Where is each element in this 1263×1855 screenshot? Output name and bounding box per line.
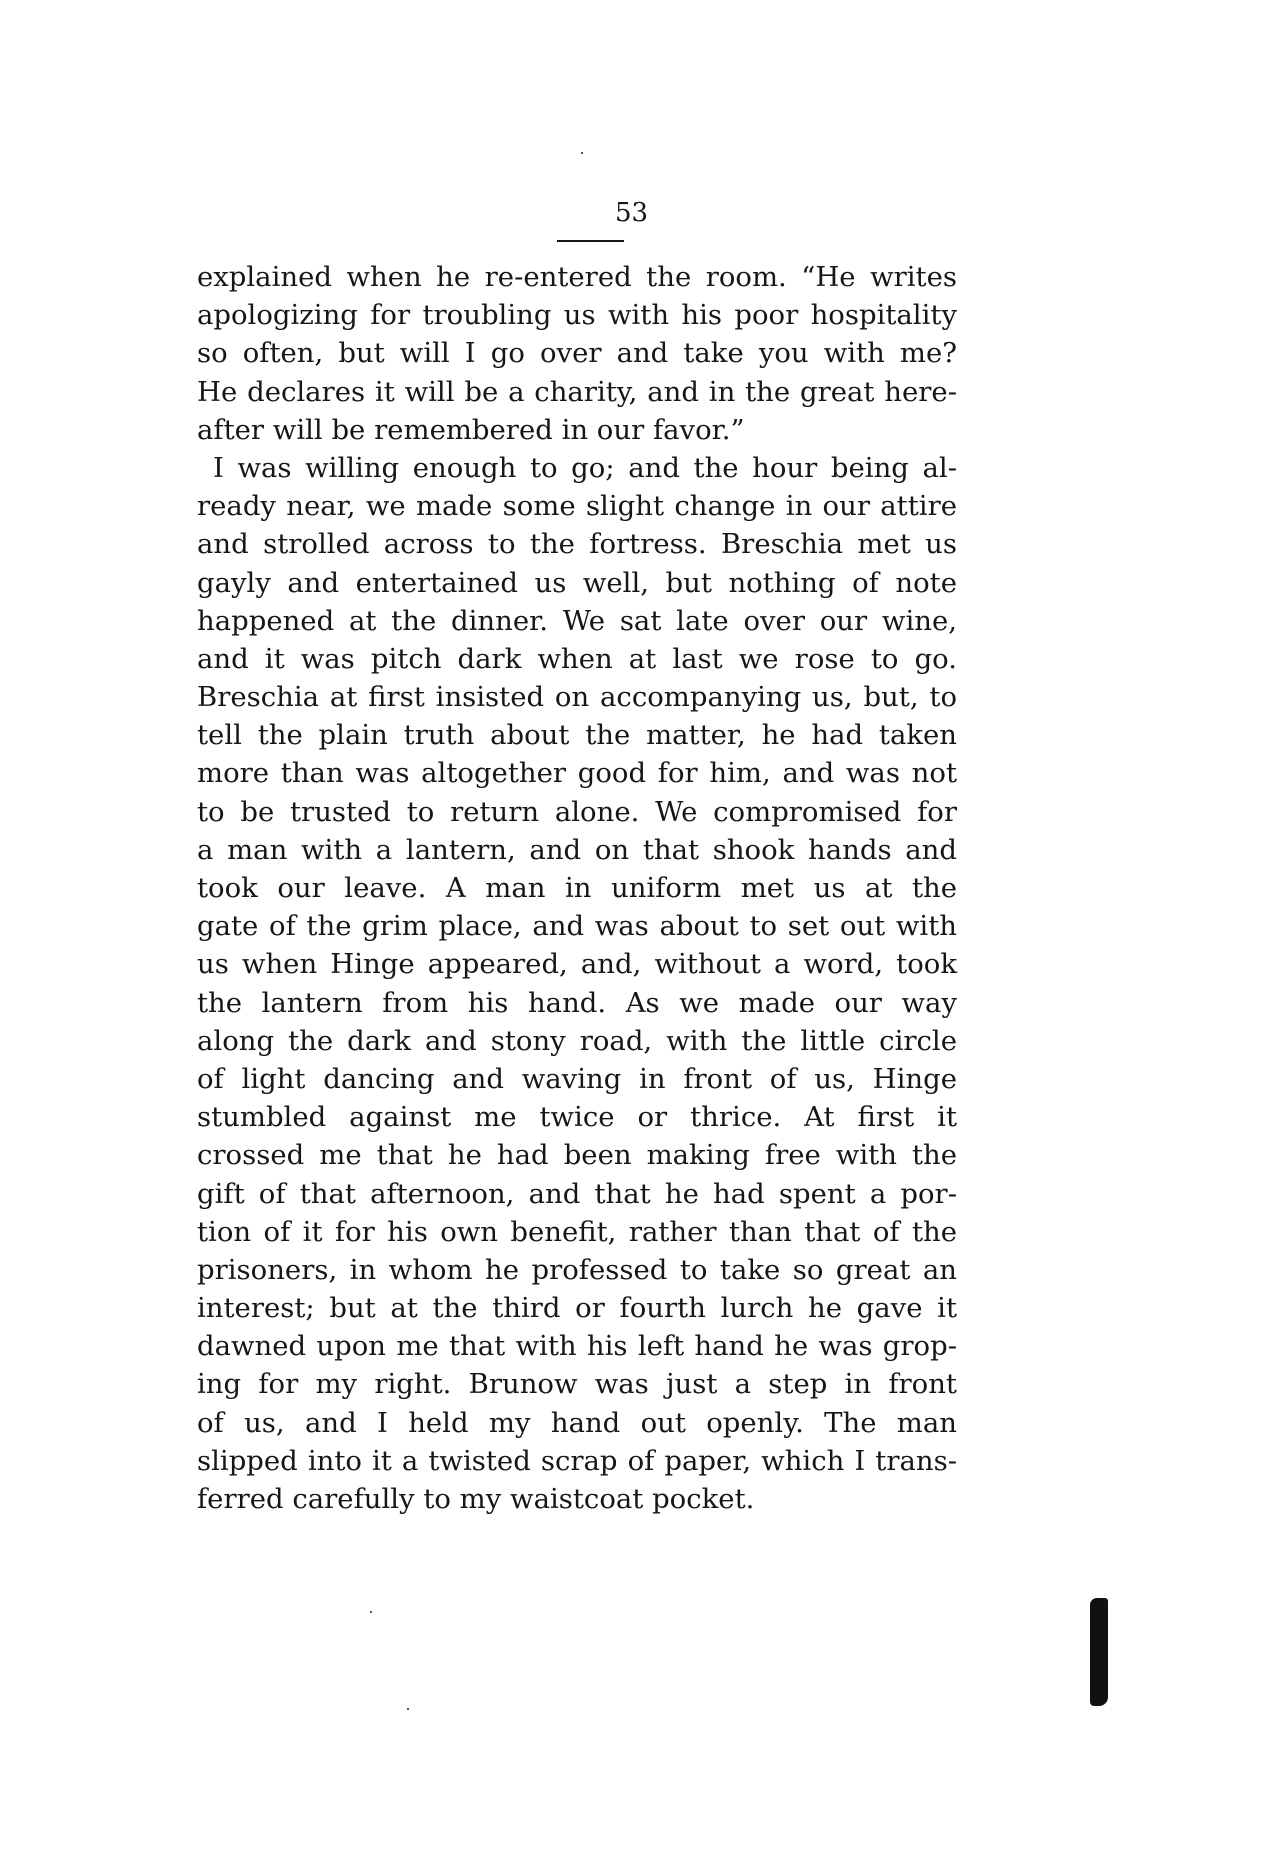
text-line: took our leave. A man in uniform met us at the (197, 872, 957, 904)
scan-margin-mark (1090, 1598, 1108, 1706)
scan-speck (407, 1708, 409, 1710)
text-line: of us, and I held my hand out openly. The man (197, 1406, 957, 1439)
text-line: gift of that afternoon, and that he had spent a por- (197, 1177, 957, 1210)
text-line: so often, but will I go over and take you with me? (197, 337, 957, 370)
page-number: 53 (614, 198, 649, 228)
text-line: He declares it will be a charity, and in the great here- (197, 375, 957, 408)
text-line: gate of the grim place, and was about to set out with (197, 910, 957, 943)
page-number-rule (557, 240, 624, 242)
text-line: along the dark and stony road, with the little circle (197, 1024, 957, 1057)
scan-speck (581, 152, 583, 154)
scan-speck (370, 1611, 372, 1613)
text-line: apologizing for troubling us with his poor hospitality (197, 299, 957, 332)
text-line: crossed me that he had been making free with the (197, 1139, 957, 1172)
text-line: prisoners, in whom he professed to take so great an (197, 1253, 957, 1286)
text-line: ferred carefully to my waistcoat pocket. (197, 1483, 755, 1515)
body-text (197, 258, 957, 1518)
text-line: tion of it for his own benefit, rather than that of the (197, 1215, 957, 1248)
text-line: us when Hinge appeared, and, without a word, took (197, 948, 957, 981)
text-line: tell the plain truth about the matter, he had taken (197, 719, 957, 752)
text-line: and it was pitch dark when at last we rose to go. (197, 642, 957, 675)
text-line: gayly and entertained us well, but nothing of note (197, 566, 957, 599)
text-line: stumbled against me twice or thrice. At first it (197, 1101, 957, 1134)
text-line: I was willing enough to go; and the hour being al- (213, 451, 957, 484)
text-line: a man with a lantern, and on that shook hands and (197, 833, 957, 866)
text-line: explained when he re-entered the room. “He writes (197, 261, 957, 293)
text-line: of light dancing and waving in front of us, Hinge (197, 1062, 957, 1095)
text-line: dawned upon me that with his left hand he was grop- (197, 1330, 957, 1363)
text-line: ing for my right. Brunow was just a step in front (197, 1368, 957, 1401)
text-line: to be trusted to return alone. We compromised for (197, 795, 957, 828)
text-line: and strolled across to the fortress. Breschia met us (197, 528, 957, 561)
text-line: ready near, we made some slight change in our attire (197, 490, 957, 523)
text-line: slipped into it a twisted scrap of paper, which I trans- (197, 1444, 957, 1477)
text-line: Breschia at first insisted on accompanying us, but, to (197, 681, 957, 714)
text-line: more than was altogether good for him, and was not (197, 757, 957, 790)
text-line: happened at the dinner. We sat late over our wine, (197, 604, 957, 637)
text-line: interest; but at the third or fourth lurch he gave it (197, 1292, 957, 1325)
text-line: the lantern from his hand. As we made our way (197, 986, 957, 1019)
text-line: after will be remembered in our favor.” (197, 413, 745, 446)
